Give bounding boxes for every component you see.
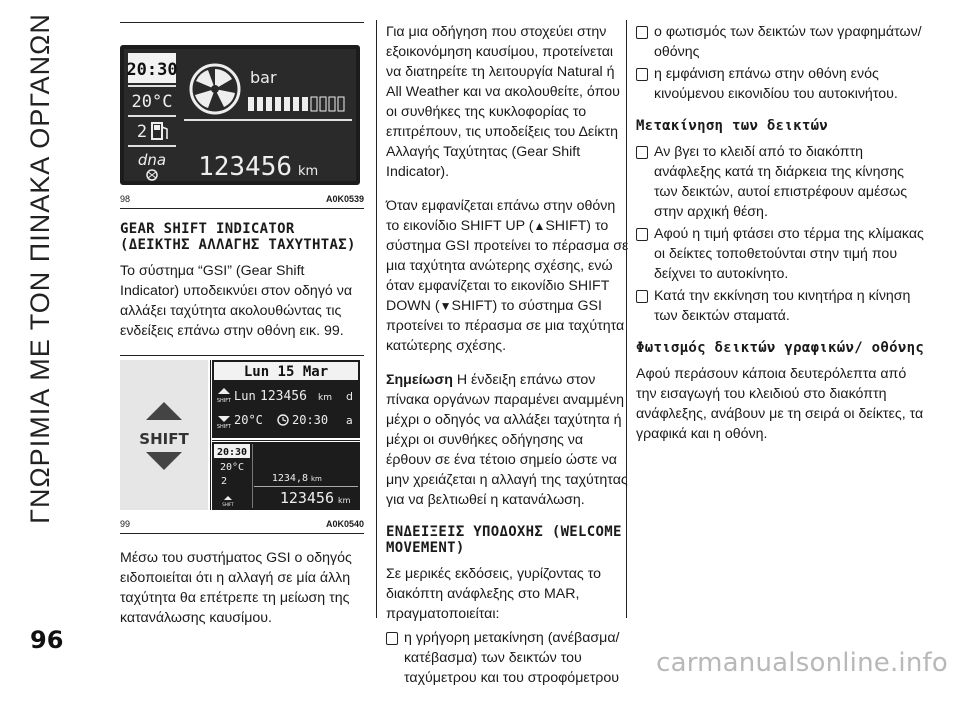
fig99-shift-label: SHIFT [139, 430, 189, 448]
welcome-list-continued [636, 22, 926, 104]
fig99-bottom-gear: 2 [220, 476, 228, 487]
column-1 [120, 22, 364, 642]
figure-98-code: A0K0539 [325, 194, 364, 204]
figure-99-caption [120, 519, 364, 529]
fig99-row2-temp: 20°C [234, 413, 263, 427]
figure-99-top-rule [120, 355, 364, 356]
fig99-row2-time: 20:30 [292, 413, 329, 427]
column-2 [386, 22, 630, 702]
shift-icons-paragraph: Όταν εμφανίζεται επάνω στην οθόνη το εικονίδιο SHIFT UP (▲SHIFT) το σύστημα GSI προτείνει το πέρασμα σε μια ταχύτητα ανώτερης σχέσης, ενώ όταν εμφανίζεται το εικονίδιο SHIFT DOWN (▼SHIFT) το σύστημα GSI προτείνει το πέρασμα σε μια ταχύτητα κατώτερης σχέσης. [386, 198, 629, 354]
fig99-bottom-odo: 123456 [279, 489, 334, 507]
fig98-dna: dna [137, 151, 167, 169]
column-divider-1 [376, 20, 377, 618]
fig98-temp: 20°C [131, 92, 173, 112]
list-item: Αφού η τιμή φτάσει στο τέρμα της κλίμακας οι δείκτες τοποθετούνται στην τιμή που δείχνει το αυτοκίνητο. [636, 224, 926, 284]
welcome-heading: ΕΝΔΕΙΞΕΙΣ ΥΠΟΔΟΧΗΣ (WELCOME MOVEMENT) [386, 524, 622, 556]
svg-text:a: a [346, 414, 353, 427]
figure-99-display [120, 360, 360, 510]
list-item: Αν βγει το κλειδί από το διακόπτη ανάφλεξης κατά τη διάρκεια της κίνησης των δεικτών, αυτοί επιστρέφουν αμέσως στην αρχική θέση. [636, 142, 926, 222]
list-item: η γρήγορη μετακίνηση (ανέβασμα/κατέβασμα) των δεικτών του ταχύμετρου και του στροφόμετρου [386, 628, 630, 688]
figure-99-number: 99 [120, 519, 131, 529]
page-number: 96 [30, 626, 64, 654]
gsi-heading: GEAR SHIFT INDICATOR (ΔΕΙΚΤΗΣ ΑΛΛΑΓΗΣ ΤΑΧΥΤΗΤΑΣ) [120, 221, 356, 253]
fig98-gear: 2 [136, 122, 148, 142]
welcome-paragraph: Σε μερικές εκδόσεις, γυρίζοντας το διακόπτη ανάφλεξης στο MAR, πραγματοποιείται: [386, 566, 601, 622]
figure-top-rule [120, 22, 364, 23]
needle-movement-heading: Μετακίνηση των δεικτών [636, 118, 829, 134]
note-label: Σημείωση [386, 372, 453, 388]
note-paragraph: Σημείωση Η ένδειξη επάνω στον πίνακα οργάνων παραμένει αναμμένη μέχρι ο οδηγός να αλλάξει ταχύτητα ή μέχρι οι συνθήκες οδήγησης να έρθουν σε ένα τέτοιο σημείο ώστε να μην χρειάζεται η αλλαγή της ταχύτητας για να βελτιωθεί η κατανάλωση. [386, 372, 628, 508]
figure-98 [120, 45, 364, 204]
figure-98-display [120, 45, 360, 185]
lighting-heading: Φωτισμός δεικτών γραφικών/ οθόνης [636, 340, 925, 356]
fig99-bottom-odo-unit: km [338, 496, 351, 505]
needle-movement-list [636, 142, 926, 326]
economy-paragraph: Για μια οδήγηση που στοχεύει στην εξοικονόμηση καυσίμου, προτείνεται να διατηρείτε τη λειτουργία Natural ή All Weather και να ακολουθείτε, όπου οι συνθήκες της κυκλοφορίας το επιτρέπουν, τις υποδείξεις του Δείκτη Αλλαγής Ταχύτητας (Gear Shift Indicator). [386, 24, 620, 180]
svg-text:SHIFT: SHIFT [222, 502, 234, 507]
side-section-title-text: ΓΝΩΡΙΜΙΑ ΜΕ ΤΟΝ ΠΙΝΑΚΑ ΟΡΓΑΝΩΝ [24, 12, 55, 524]
fig99-row1-day: Lun [234, 389, 256, 403]
figure-99-bottom-rule [120, 533, 364, 534]
welcome-list [386, 628, 630, 688]
figure-99 [120, 360, 364, 529]
fig98-odo-unit: km [298, 164, 319, 179]
shift-down-triangle-icon: ▼ [439, 299, 452, 313]
fig99-date-header: Lun 15 Mar [243, 364, 329, 380]
side-section-title [18, 12, 62, 524]
gsi-paragraph-2: Μέσω του συστήματος GSI ο οδηγός ειδοποιείται ότι η αλλαγή σε μία άλλη ταχύτητα θα επέτρεπε τη μείωση της κατανάλωσης καυσίμου. [120, 550, 352, 626]
fig99-row1-unit: km [318, 393, 332, 403]
shift-up-triangle-icon: ▲ [533, 219, 546, 233]
figure-98-caption [120, 194, 364, 204]
list-item: Κατά την εκκίνηση του κινητήρα η κίνηση των δεικτών σταματά. [636, 286, 926, 326]
svg-text:SHIFT: SHIFT [216, 424, 232, 430]
fig98-time: 20:30 [126, 60, 178, 80]
fig98-odometer: 123456 [198, 152, 292, 182]
column-3 [636, 22, 926, 458]
fig99-bottom-temp: 20°C [219, 462, 245, 473]
list-item: ο φωτισμός των δεικτών των γραφημάτων/οθόνης [636, 22, 926, 62]
gsi-paragraph-1: Το σύστημα “GSI” (Gear Shift Indicator) υποδεικνύει στον οδηγό να αλλάξει ταχύτητα ακολουθώντας τις ενδείξεις επάνω στην οθόνη εικ. 99. [120, 263, 353, 339]
fig99-small-shift: SHIFT [216, 398, 232, 404]
fig99-row1-flag: d [346, 390, 353, 403]
fig99-bottom-time: 20:30 [216, 447, 248, 458]
lighting-paragraph: Αφού περάσουν κάποια δευτερόλεπτα από την εισαγωγή του κλειδιού στο διακόπτη ανάφλεξης, ανάβουν με τη σειρά οι δείκτες, τα γραφικά και η οθόνη. [636, 366, 924, 442]
fig98-bar-label: bar [250, 68, 277, 87]
list-item: η εμφάνιση επάνω στην οθόνη ενός κινούμενου εικονιδίου του αυτοκινήτου. [636, 64, 926, 104]
fig99-row1-odo: 123456 [260, 389, 307, 404]
fig99-bottom-trip-unit: km [311, 475, 322, 483]
figure-98-number: 98 [120, 194, 131, 204]
figure-98-bottom-rule [120, 208, 364, 209]
watermark: carmanualsonline.info [656, 648, 948, 678]
fig99-bottom-trip: 1234,8 [271, 473, 308, 484]
figure-99-code: A0K0540 [325, 519, 364, 529]
